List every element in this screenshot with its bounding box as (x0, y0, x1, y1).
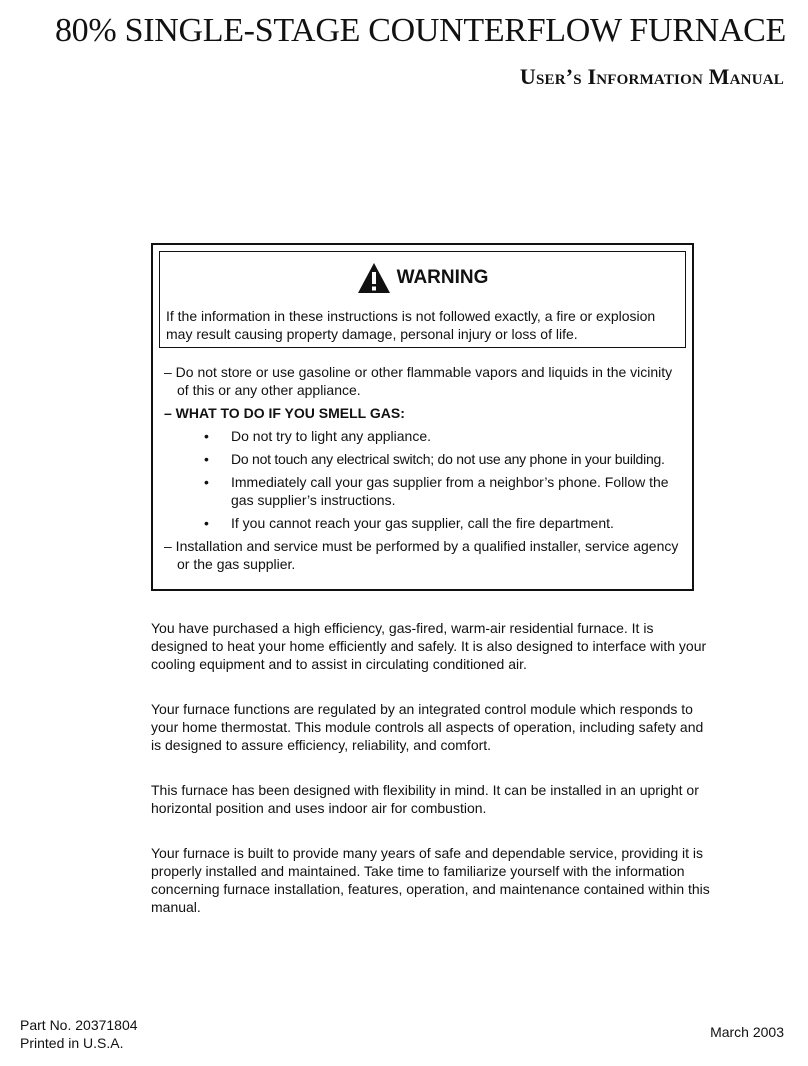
warning-heading: WARNING (396, 267, 489, 288)
warning-triangle-icon (357, 262, 391, 294)
printed-location: Printed in U.S.A. (20, 1035, 124, 1051)
warning-box (151, 243, 694, 591)
document-title: 80% SINGLE-STAGE COUNTERFLOW FURNACE (54, 12, 786, 49)
warning-bullet: • Do not try to light any appliance. (164, 427, 682, 445)
warning-item-installation: – Installation and service must be performed by a qualified installer, service agency or the gas supplier. (164, 538, 679, 572)
document-subtitle: User’s Information Manual (519, 64, 784, 89)
warning-bullet: • Immediately call your gas supplier from a neighbor’s phone. Follow the gas supplier’s instructions. (164, 473, 682, 509)
warning-bullet: • Do not touch any electrical switch; do not use any phone in your building. (164, 450, 682, 468)
body-paragraph: Your furnace is built to provide many years of safe and dependable service, providing it is properly installed and maintained. Take time to familiarize yourself with the information concerning furnace installation, features, operation, and maintenance contained within this manual. (151, 845, 710, 915)
warning-item-smell-gas: – WHAT TO DO IF YOU SMELL GAS: (164, 405, 405, 421)
part-info (20, 1016, 138, 1052)
warning-bullet: • If you cannot reach your gas supplier, call the fire department. (164, 514, 682, 532)
body-paragraph: You have purchased a high efficiency, gas-fired, warm-air residential furnace. It is designed to heat your home efficiently and safely. It is also designed to interface with your cooling equipment and to assist in circulating conditioned air. (151, 620, 707, 672)
warning-list (164, 363, 682, 578)
warning-item-flammables: – Do not store or use gasoline or other flammable vapors and liquids in the vicinity of this or any other appliance. (164, 364, 673, 398)
publication-date: March 2003 (710, 1024, 784, 1040)
part-number: Part No. 20371804 (20, 1017, 138, 1033)
body-paragraph: Your furnace functions are regulated by an integrated control module which responds to your home thermostat. This module controls all aspects of operation, including safety and is designed to assure efficiency, reliability, and comfort. (151, 701, 704, 753)
body-paragraph: This furnace has been designed with flexibility in mind. It can be installed in an upright or horizontal position and uses indoor air for combustion. (151, 782, 699, 816)
warning-heading-row (160, 262, 685, 294)
warning-header-box (159, 251, 686, 348)
warning-statement: If the information in these instructions is not followed exactly, a fire or explosion may result causing property damage, personal injury or loss of life. (166, 308, 656, 342)
intro-body (151, 619, 711, 943)
